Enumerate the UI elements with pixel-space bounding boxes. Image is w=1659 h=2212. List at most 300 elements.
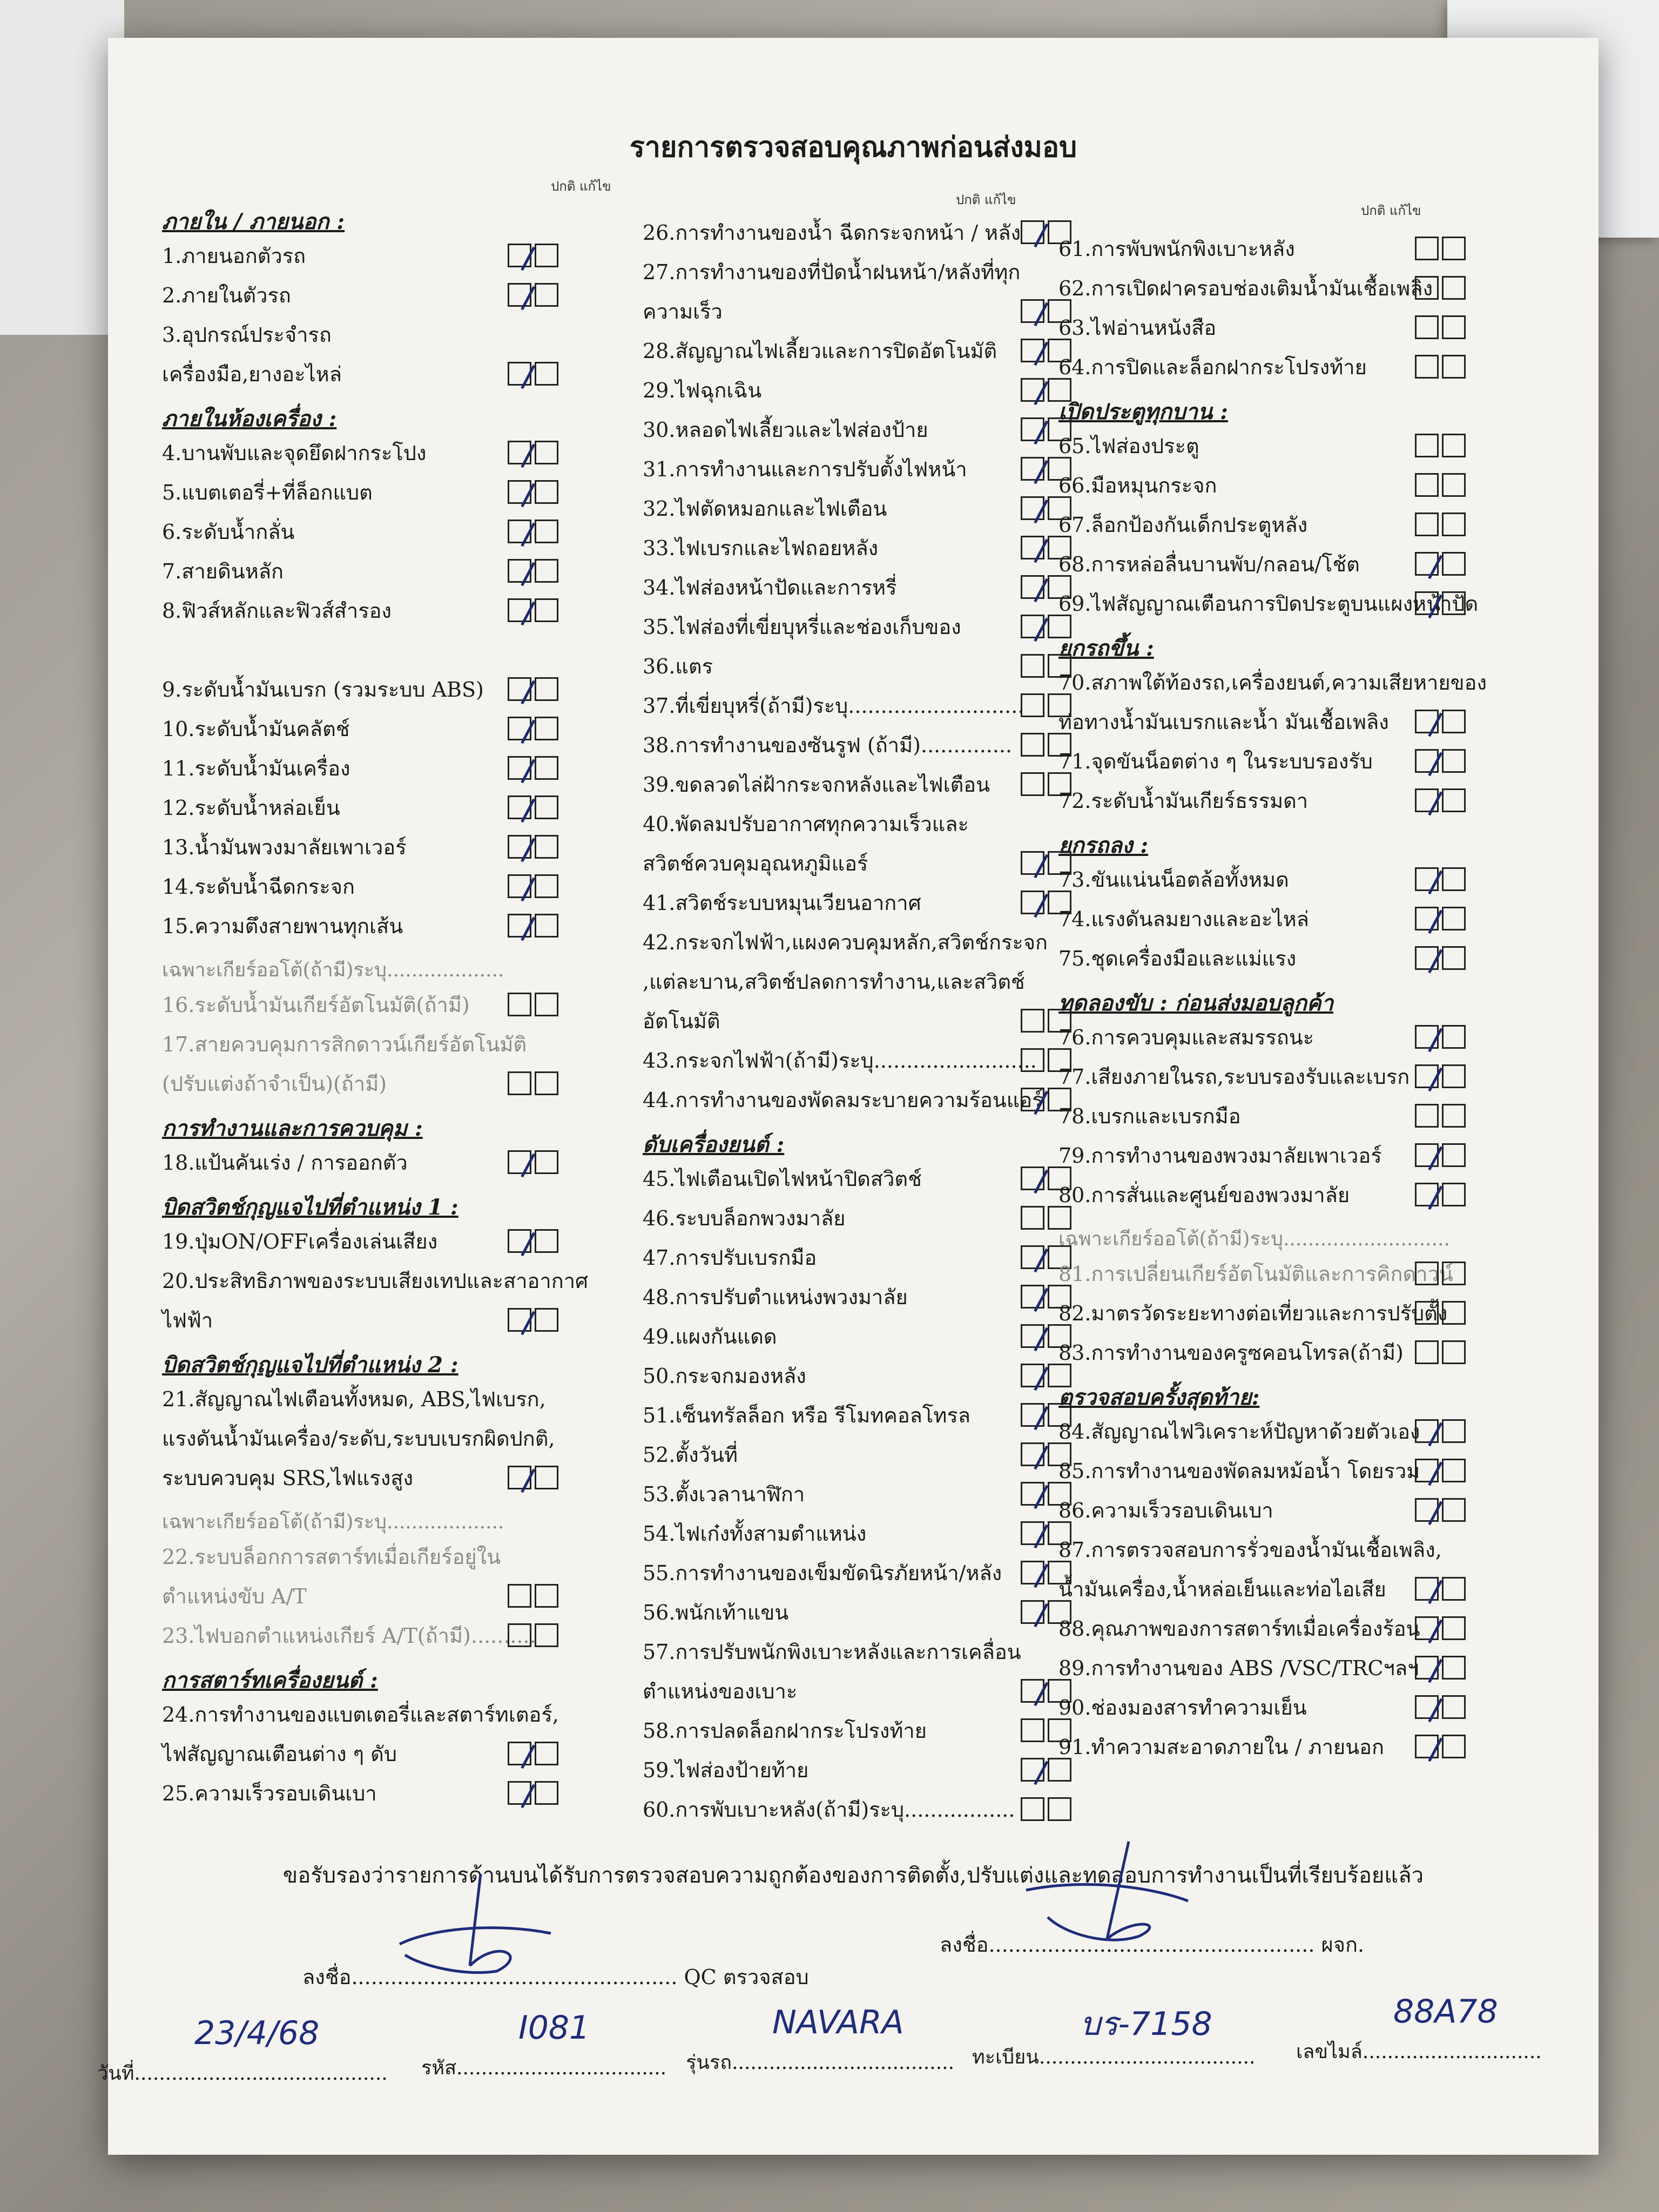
fix-checkbox[interactable] [1442, 1064, 1466, 1088]
normal-checkbox[interactable] [1415, 1656, 1439, 1680]
auto-gear-note: เฉพาะเกียร์ออโต้(ถ้ามี)ระบุ................... [162, 1511, 504, 1533]
fix-checkbox[interactable] [535, 1781, 558, 1805]
normal-checkbox[interactable] [1021, 1245, 1044, 1269]
checklist-item-label: 21.สัญญาณไฟเตือนทั้งหมด, ABS,ไฟเบรก, [162, 1387, 546, 1411]
fix-checkbox[interactable] [1048, 1797, 1071, 1821]
checklist-item-label: 24.การทำงานของแบตเตอรี่และสตาร์ทเตอร์, [162, 1702, 559, 1727]
normal-checkbox[interactable] [508, 1623, 531, 1647]
normal-checkbox[interactable] [1021, 615, 1044, 638]
checkbox-pair [1415, 1616, 1466, 1640]
normal-checkbox[interactable] [1415, 552, 1439, 576]
normal-checkbox[interactable] [508, 756, 531, 780]
fix-checkbox[interactable] [535, 283, 558, 307]
checkbox-pair [1415, 1183, 1466, 1206]
normal-checkbox[interactable] [1415, 237, 1439, 260]
checklist-item-label: 2.ภายในตัวรถ [162, 283, 291, 307]
normal-checkbox[interactable] [1021, 220, 1044, 244]
normal-checkbox[interactable] [508, 1466, 531, 1489]
checkbox-pair [1415, 1577, 1466, 1601]
fix-checkbox[interactable] [535, 1071, 558, 1095]
checklist-item [1058, 1021, 1410, 1053]
checklist-item [643, 1241, 1015, 1273]
checkbox-pair [1415, 552, 1466, 576]
fix-checkbox[interactable] [535, 677, 558, 701]
checklist-item [643, 1004, 1015, 1037]
checklist-item-label: ตำแหน่งขับ A/T [162, 1584, 307, 1608]
checklist-item [162, 239, 502, 272]
checklist-item-label: 57.การปรับพนักพิงเบาะหลังและการเคลื่อน [643, 1640, 1021, 1664]
checklist-item-label: 13.น้ำมันพวงมาลัยเพาเวอร์ [162, 835, 407, 859]
checklist-item-label: 53.ตั้งเวลานาฬิกา [643, 1482, 805, 1506]
fix-checkbox[interactable] [535, 362, 558, 386]
normal-checkbox[interactable] [1415, 1695, 1439, 1719]
fix-checkbox[interactable] [535, 795, 558, 819]
fix-checkbox[interactable] [1442, 1025, 1466, 1049]
normal-checkbox[interactable] [1021, 1206, 1044, 1230]
fix-checkbox[interactable] [1442, 1498, 1466, 1522]
checklist-item-label: 66.มือหมุนกระจก [1058, 473, 1217, 497]
normal-checkbox[interactable] [1415, 710, 1439, 733]
checklist-item-label: เครื่องมือ,ยางอะไหล่ [162, 362, 342, 386]
checklist-item-label: 5.แบตเตอรี่+ที่ล็อกแบต [162, 480, 373, 504]
normal-checkbox[interactable] [1021, 378, 1044, 402]
normal-checkbox[interactable] [508, 874, 531, 898]
checklist-item [162, 1619, 536, 1651]
normal-checkbox[interactable] [508, 559, 531, 583]
normal-checkbox[interactable] [1415, 512, 1439, 536]
fix-checkbox[interactable] [1442, 473, 1466, 497]
normal-checkbox[interactable] [1021, 417, 1044, 441]
fix-checkbox[interactable] [1442, 907, 1466, 930]
normal-checkbox[interactable] [1021, 1166, 1044, 1190]
checklist-item [1058, 1100, 1410, 1132]
normal-checkbox[interactable] [1415, 749, 1439, 773]
fix-checkbox[interactable] [535, 1466, 558, 1489]
checklist-item [1058, 1494, 1410, 1526]
checklist-item-label: 23.ไฟบอกตำแหน่งเกียร์ A/T(ถ้ามี).......... [162, 1623, 536, 1648]
normal-checkbox[interactable] [1021, 1324, 1044, 1348]
fix-checkbox[interactable] [1442, 788, 1466, 812]
fix-checkbox[interactable] [535, 993, 558, 1016]
section-heading: ดับเครื่องยนต์ : [643, 1132, 785, 1157]
checklist-item-text [1058, 666, 1487, 698]
fix-checkbox[interactable] [1442, 552, 1466, 576]
normal-checkbox[interactable] [1021, 1442, 1044, 1466]
fix-checkbox[interactable] [1442, 1340, 1466, 1364]
checklist-item [1058, 784, 1410, 817]
checkbox-pair [1415, 907, 1466, 930]
qc-signature-icon [389, 1863, 583, 1982]
checklist-item-text [162, 1264, 589, 1297]
section-heading: ภายในห้องเครื่อง : [162, 406, 337, 431]
fix-checkbox[interactable] [1442, 237, 1466, 260]
checklist-item [162, 1737, 502, 1770]
fix-checkbox[interactable] [1442, 946, 1466, 970]
checklist-item [643, 1083, 1043, 1116]
fix-checkbox[interactable] [535, 1584, 558, 1608]
normal-checkbox[interactable] [1021, 1561, 1044, 1584]
fix-checkbox[interactable] [535, 480, 558, 504]
fix-checkbox[interactable] [535, 1623, 558, 1647]
normal-checkbox[interactable] [1021, 1679, 1044, 1703]
checklist-item-label: 87.การตรวจสอบการรั่วของน้ำมันเชื้อเพลิง, [1058, 1537, 1442, 1562]
normal-checkbox[interactable] [1021, 457, 1044, 481]
checklist-item [162, 712, 502, 745]
checklist-item [643, 1202, 1015, 1234]
normal-checkbox[interactable] [508, 914, 531, 938]
normal-checkbox[interactable] [1415, 907, 1439, 930]
normal-checkbox[interactable] [508, 795, 531, 819]
fix-checkbox[interactable] [535, 520, 558, 543]
fix-checkbox[interactable] [1442, 1735, 1466, 1758]
fix-checkbox[interactable] [1442, 1616, 1466, 1640]
checklist-item-label: 89.การทำงานของ ABS /VSC/TRCฯลฯ [1058, 1656, 1419, 1680]
normal-checkbox[interactable] [1021, 1009, 1044, 1033]
checklist-item-label: ท่อทางน้ำมันเบรกและน้ำ มันเชื้อเพลิง [1058, 710, 1389, 734]
checklist-item [162, 436, 502, 469]
fix-checkbox[interactable] [535, 1742, 558, 1765]
checklist-item [643, 1438, 1015, 1471]
fix-checkbox[interactable] [1442, 355, 1466, 379]
normal-checkbox[interactable] [1021, 1088, 1044, 1111]
normal-checkbox[interactable] [1021, 575, 1044, 599]
checklist-item-label: 18.แป้นคันเร่ง / การออกตัว [162, 1150, 408, 1175]
fix-checkbox[interactable] [535, 244, 558, 267]
normal-checkbox[interactable] [508, 1308, 531, 1332]
checklist-item-label: 68.การหล่อลื่นบานพับ/กลอน/โช้ต [1058, 552, 1360, 576]
checkbox-pair [1415, 473, 1466, 497]
fix-checkbox[interactable] [535, 1229, 558, 1253]
fix-checkbox[interactable] [535, 835, 558, 859]
normal-checkbox[interactable] [1415, 591, 1439, 615]
checklist-item-label: 20.ประสิทธิภาพของระบบเสียงเทปและสาอากาศ [162, 1269, 589, 1293]
normal-checkbox[interactable] [1415, 1025, 1439, 1049]
fix-checkbox[interactable] [1442, 276, 1466, 300]
fix-checkbox[interactable] [535, 598, 558, 622]
normal-checkbox[interactable] [1415, 1577, 1439, 1601]
normal-checkbox[interactable] [1021, 1521, 1044, 1545]
checklist-item [1058, 429, 1410, 462]
normal-checkbox[interactable] [1415, 276, 1439, 300]
qc-signature-role: QC ตรวจสอบ [684, 1965, 809, 1989]
checklist-item [1058, 1651, 1419, 1684]
fix-checkbox[interactable] [1442, 1419, 1466, 1443]
checkbox-pair [1415, 1419, 1466, 1443]
normal-checkbox[interactable] [508, 1781, 531, 1805]
normal-checkbox[interactable] [1415, 1301, 1439, 1325]
checkbox-pair [1415, 1064, 1466, 1088]
normal-checkbox[interactable] [1021, 891, 1044, 914]
normal-checkbox[interactable] [508, 598, 531, 622]
checklist-item-label: 16.ระดับน้ำมันเกียร์อัตโนมัติ(ถ้ามี) [162, 993, 470, 1017]
checkbox-pair [508, 283, 558, 307]
checklist-item-label: 8.ฟิวส์หลักและฟิวส์สำรอง [162, 598, 392, 623]
checklist-item-label: 90.ช่องมองสารทำความเย็น [1058, 1695, 1307, 1719]
fix-checkbox[interactable] [1442, 1262, 1466, 1285]
checkbox-pair [508, 1229, 558, 1253]
checklist-item [1058, 1257, 1453, 1290]
fix-checkbox[interactable] [535, 756, 558, 780]
normal-checkbox[interactable] [508, 362, 531, 386]
normal-checkbox[interactable] [1415, 1262, 1439, 1285]
normal-checkbox[interactable] [508, 520, 531, 543]
normal-checkbox[interactable] [1021, 496, 1044, 520]
normal-checkbox[interactable] [1415, 1616, 1439, 1640]
normal-checkbox[interactable] [508, 244, 531, 267]
normal-checkbox[interactable] [508, 717, 531, 740]
normal-checkbox[interactable] [1021, 536, 1044, 559]
normal-checkbox[interactable] [1021, 851, 1044, 875]
normal-checkbox[interactable] [1415, 1498, 1439, 1522]
checklist-item [162, 555, 502, 587]
normal-checkbox[interactable] [1415, 1183, 1439, 1206]
fix-checkbox[interactable] [535, 914, 558, 938]
checklist-item-label: 76.การควบคุมและสมรรถนะ [1058, 1025, 1314, 1049]
normal-checkbox[interactable] [508, 993, 531, 1016]
checklist-item [162, 1225, 502, 1257]
checkbox-pair [508, 1781, 558, 1805]
section-heading: บิดสวิตช์กุญแจไปที่ตำแหน่ง 2 : [162, 1352, 458, 1378]
fix-checkbox[interactable] [535, 717, 558, 740]
checklist-item [162, 476, 502, 508]
checklist-item-label: 75.ชุดเครื่องมือและแม่แรง [1058, 946, 1297, 970]
registration-value: บร-7158 [1080, 2005, 1212, 2043]
checklist-item-label: 72.ระดับน้ำมันเกียร์ธรรมดา [1058, 788, 1309, 813]
checklist-item-label: 41.สวิตช์ระบบหมุนเวียนอากาศ [643, 891, 921, 915]
fix-checkbox[interactable] [535, 1308, 558, 1332]
checklist-item [643, 1714, 1015, 1746]
checkbox-pair [1415, 1656, 1466, 1680]
section-heading: การสตาร์ทเครื่องยนต์ : [162, 1668, 378, 1693]
fix-checkbox[interactable] [1442, 1695, 1466, 1719]
fix-checkbox[interactable] [1442, 591, 1466, 615]
checklist-item [643, 1596, 1015, 1628]
manager-signature-label: ลงชื่อ.................................................. [940, 1933, 1315, 1957]
checklist-item [162, 515, 502, 548]
normal-checkbox[interactable] [508, 441, 531, 464]
checkbox-pair [1415, 315, 1466, 339]
normal-checkbox[interactable] [508, 480, 531, 504]
checklist-item [643, 1162, 1015, 1195]
fix-checkbox[interactable] [1442, 1577, 1466, 1601]
checklist-item [162, 358, 502, 390]
fix-checkbox[interactable] [1442, 1183, 1466, 1206]
checklist-item [1058, 863, 1410, 895]
checklist-item [162, 279, 502, 311]
normal-checkbox[interactable] [508, 1584, 531, 1608]
checklist-item [643, 1044, 1037, 1076]
checklist-item-label: 27.การทำงานของที่ปัดน้ำฝนหน้า/หลังที่ทุก [643, 260, 1021, 284]
checklist-item-label: 28.สัญญาณไฟเลี้ยวและการปิดอัตโนมัติ [643, 339, 997, 363]
fix-checkbox[interactable] [535, 1150, 558, 1174]
checklist-item-label: น้ำมันเครื่อง,น้ำหล่อเย็นและท่อไอเสีย [1058, 1577, 1386, 1601]
checklist-item-label: 52.ตั้งวันที่ [643, 1442, 738, 1467]
checklist-item-label: 73.ขันแน่นน็อตล้อทั้งหมด [1058, 867, 1289, 892]
checklist-item-label: 77.เสียงภายในรถ,ระบบรองรับและเบรก [1058, 1064, 1410, 1089]
checklist-item-label: 17.สายควบคุมการสิกดาวน์เกียร์อัตโนมัติ [162, 1032, 527, 1056]
fix-checkbox[interactable] [1442, 434, 1466, 457]
section-heading: ภายใน / ภายนอก : [162, 209, 345, 234]
normal-checkbox[interactable] [508, 677, 531, 701]
normal-checkbox[interactable] [508, 1071, 531, 1095]
normal-checkbox[interactable] [1021, 1758, 1044, 1782]
checklist-item-text [162, 318, 502, 350]
checklist-item-text [162, 1422, 555, 1454]
checklist-item [162, 1304, 502, 1336]
normal-checkbox[interactable] [1415, 434, 1439, 457]
checkbox-pair [1415, 434, 1466, 457]
normal-checkbox[interactable] [1021, 1482, 1044, 1506]
checklist-item [162, 1580, 502, 1612]
checklist-item [1058, 469, 1410, 501]
normal-checkbox[interactable] [1415, 1735, 1439, 1758]
checklist-item-label: 64.การปิดและล็อกฝากระโปรงท้าย [1058, 355, 1367, 379]
checklist-item-label: 25.ความเร็วรอบเดินเบา [162, 1781, 377, 1805]
checklist-item-label: 31.การทำงานและการปรับตั้งไฟหน้า [643, 457, 967, 481]
checklist-item [1058, 350, 1410, 383]
checklist-item [162, 988, 502, 1021]
checklist-item-label: 34.ไฟส่องหน้าปัดและการหรี่ [643, 575, 897, 599]
checklist-item [643, 610, 1015, 643]
checklist-item [1058, 1178, 1410, 1211]
checklist-item [643, 571, 1015, 603]
checkbox-pair [508, 993, 558, 1016]
checklist-item-label: 1.ภายนอกตัวรถ [162, 244, 306, 268]
normal-checkbox[interactable] [1021, 733, 1044, 757]
checkbox-pair [1415, 1262, 1466, 1285]
checklist-item-label: 69.ไฟสัญญาณเตือนการปิดประตูบนแผงหน้าปัด [1058, 591, 1479, 616]
fix-checkbox[interactable] [1442, 1143, 1466, 1167]
checkbox-pair [508, 598, 558, 622]
normal-checkbox[interactable] [1415, 867, 1439, 891]
checkbox-pair [508, 914, 558, 938]
checkbox-pair [1415, 512, 1466, 536]
checklist-item-label: 7.สายดินหลัก [162, 559, 284, 583]
checklist-item [643, 689, 1024, 721]
checkbox-pair [1415, 946, 1466, 970]
background-paper-left [0, 0, 124, 335]
fix-checkbox[interactable] [535, 874, 558, 898]
fix-checkbox[interactable] [535, 559, 558, 583]
checklist-item [1058, 1060, 1410, 1092]
checklist-item-text [643, 1635, 1021, 1668]
normal-checkbox[interactable] [1415, 315, 1439, 339]
normal-checkbox[interactable] [1021, 1718, 1044, 1742]
normal-checkbox[interactable] [1415, 1064, 1439, 1088]
manager-signature-icon [1015, 1836, 1210, 1955]
normal-checkbox[interactable] [1021, 1364, 1044, 1387]
checklist-item [643, 413, 1015, 446]
normal-checkbox[interactable] [1021, 1797, 1044, 1821]
fix-checkbox[interactable] [1442, 749, 1466, 773]
checklist-item-label: 29.ไฟฉุกเฉิน [643, 378, 762, 402]
code-label: รหัส.................................. [421, 2057, 667, 2079]
normal-checkbox[interactable] [1021, 1600, 1044, 1624]
mileage-field [1296, 2036, 1542, 2067]
checklist-item-label: 61.การพับพนักพิงเบาะหลัง [1058, 237, 1295, 261]
checklist-item [1058, 1573, 1410, 1605]
normal-checkbox[interactable] [1021, 1285, 1044, 1309]
checklist-item [162, 1777, 502, 1809]
checklist-item-label: 36.แตร [643, 654, 713, 678]
normal-checkbox[interactable] [1415, 788, 1439, 812]
qc-signature-label: ลงชื่อ.................................................. [302, 1965, 678, 1989]
checklist-item-label: 14.ระดับน้ำฉีดกระจก [162, 874, 355, 899]
checkbox-pair [508, 1308, 558, 1332]
checklist-item [643, 1280, 1015, 1313]
column-header-1: ปกติ แก้ไข [551, 179, 611, 194]
fix-checkbox[interactable] [1442, 1656, 1466, 1680]
checklist-item [1058, 508, 1410, 541]
checklist-item-label: 65.ไฟส่องประตู [1058, 434, 1199, 458]
normal-checkbox[interactable] [1415, 1419, 1439, 1443]
checklist-item [162, 752, 502, 784]
fix-checkbox[interactable] [1442, 710, 1466, 733]
fix-checkbox[interactable] [1442, 315, 1466, 339]
checklist-item-label: 51.เซ็นทรัลล็อก หรือ รีโมทคอลโทรล [643, 1403, 971, 1427]
model-value: NAVARA [772, 2004, 904, 2041]
fix-checkbox[interactable] [1442, 512, 1466, 536]
normal-checkbox[interactable] [508, 1229, 531, 1253]
checklist-item-label: 6.ระดับน้ำกลั่น [162, 520, 295, 544]
section-heading: การทำงานและการควบคุม : [162, 1116, 423, 1141]
normal-checkbox[interactable] [1415, 1340, 1439, 1364]
normal-checkbox[interactable] [1415, 1143, 1439, 1167]
checkbox-pair [1415, 867, 1466, 891]
fix-checkbox[interactable] [1442, 1301, 1466, 1325]
section-heading: ทดลองขับ : ก่อนส่งมอบลูกค้า [1058, 990, 1334, 1016]
checklist-item-text [162, 1540, 502, 1573]
checkbox-pair [508, 1466, 558, 1489]
normal-checkbox[interactable] [508, 1150, 531, 1174]
checkbox-pair [508, 1150, 558, 1174]
fix-checkbox[interactable] [1442, 1104, 1466, 1128]
normal-checkbox[interactable] [1415, 1104, 1439, 1128]
normal-checkbox[interactable] [1021, 1403, 1044, 1427]
normal-checkbox[interactable] [1021, 299, 1044, 323]
normal-checkbox[interactable] [1021, 654, 1044, 678]
normal-checkbox[interactable] [508, 283, 531, 307]
checklist-item [162, 791, 502, 824]
checkbox-pair [1415, 355, 1466, 379]
fix-checkbox[interactable] [535, 441, 558, 464]
checklist-item-label: 22.ระบบล็อกการสตาร์ทเมื่อเกียร์อยู่ใน [162, 1545, 501, 1569]
checklist-item [643, 1754, 1015, 1786]
checklist-item [162, 673, 502, 705]
normal-checkbox[interactable] [1021, 339, 1044, 362]
checklist-item [1058, 311, 1410, 343]
checklist-item [1058, 1336, 1410, 1368]
checklist-item-label: 48.การปรับตำแหน่งพวงมาลัย [643, 1285, 908, 1309]
model-label: รุ่นรถ.................................... [686, 2052, 955, 2074]
checkbox-pair [1415, 1143, 1466, 1167]
normal-checkbox[interactable] [1415, 355, 1439, 379]
fix-checkbox[interactable] [1442, 1459, 1466, 1482]
normal-checkbox[interactable] [1021, 1048, 1044, 1072]
normal-checkbox[interactable] [1415, 473, 1439, 497]
fix-checkbox[interactable] [1442, 867, 1466, 891]
normal-checkbox[interactable] [1415, 946, 1439, 970]
checkbox-pair [1415, 1301, 1466, 1325]
normal-checkbox[interactable] [508, 1742, 531, 1765]
normal-checkbox[interactable] [508, 835, 531, 859]
checklist-item-label: 39.ขดลวดไล่ฝ้ากระจกหลังและไฟเตือน [643, 772, 990, 797]
normal-checkbox[interactable] [1021, 693, 1044, 717]
normal-checkbox[interactable] [1415, 1459, 1439, 1482]
normal-checkbox[interactable] [1021, 772, 1044, 796]
checklist-item [1058, 942, 1410, 974]
checklist-item [643, 1517, 1015, 1549]
